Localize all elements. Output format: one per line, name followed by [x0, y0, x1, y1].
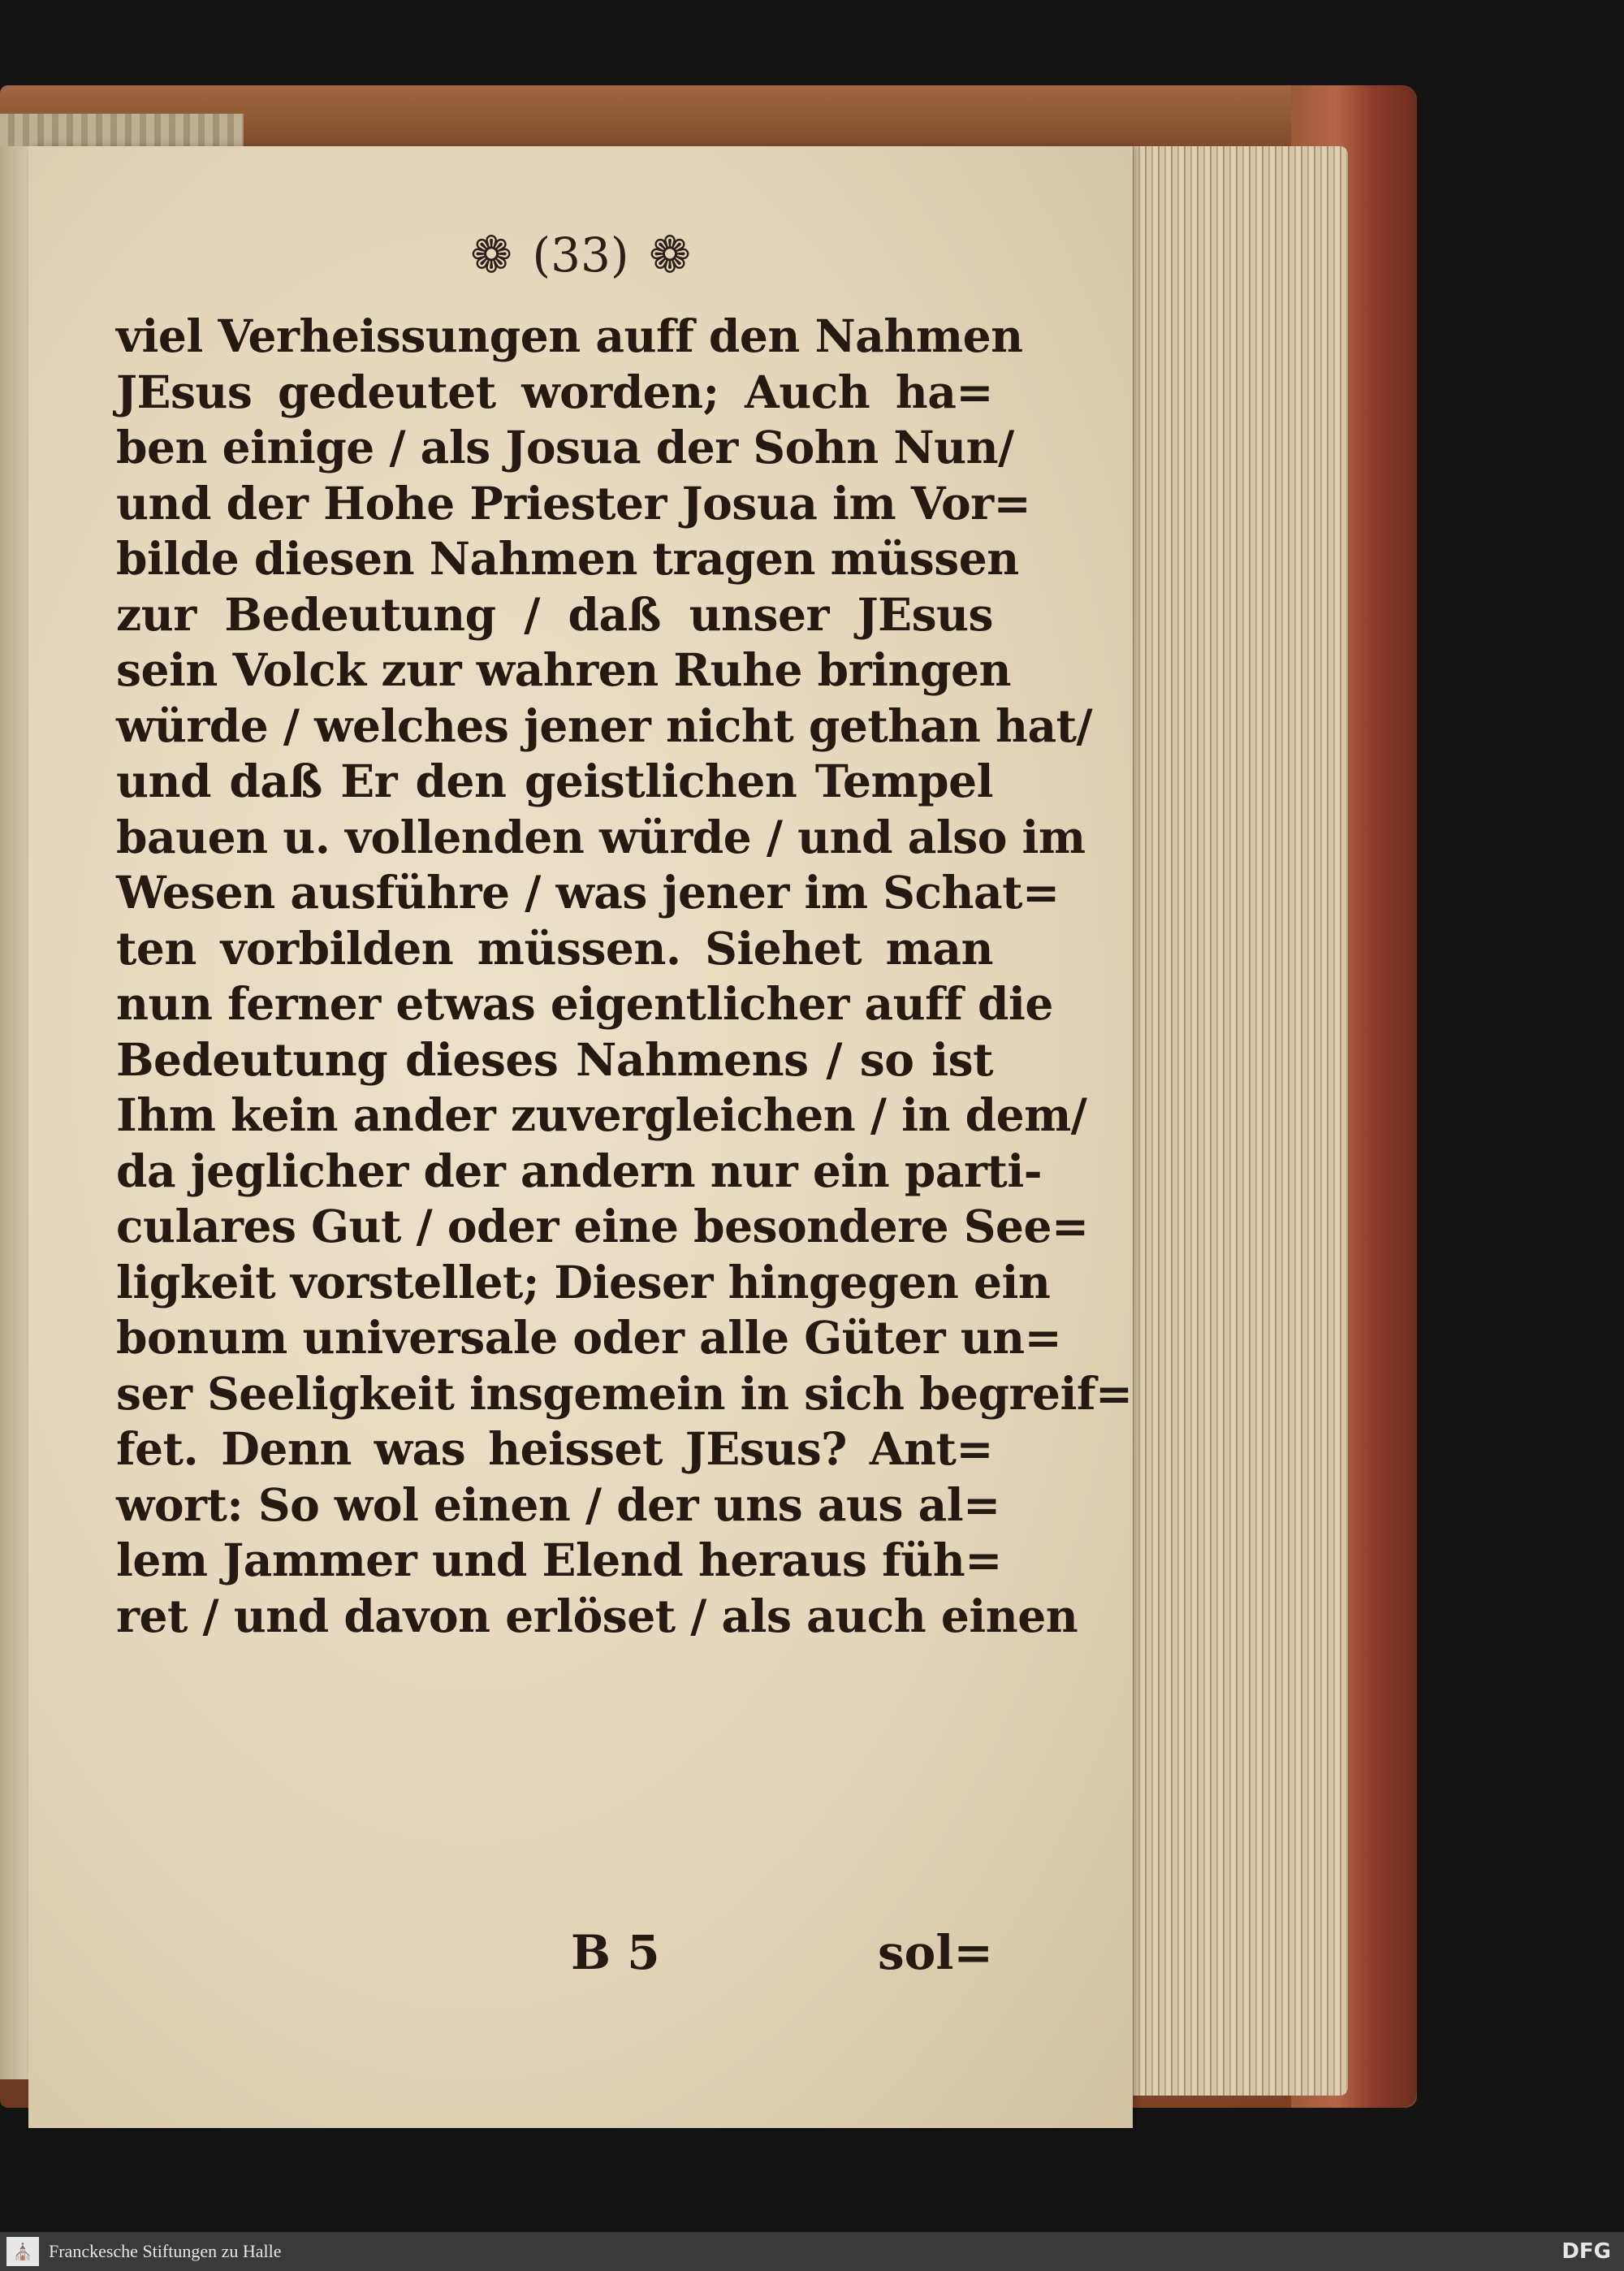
book-page — [28, 146, 1133, 2128]
text-line: ret / und davon erlöset / als auch einen — [116, 1589, 1078, 1642]
text-line: ben einige / als Josua der Sohn Nun/ — [116, 421, 1014, 474]
text-line: da jeglicher der andern nur ein parti- — [116, 1144, 1043, 1197]
institution-name: Franckesche Stiftungen zu Halle — [49, 2241, 282, 2261]
catchword: sol= — [878, 1925, 993, 1980]
text-line: viel Verheissungen auff den Nahmen — [116, 309, 1023, 362]
viewer-footer-bar — [0, 2232, 1624, 2271]
text-line: bauen u. vollenden würde / und also im — [116, 810, 1086, 863]
text-line: Bedeutung dieses Nahmens / so ist — [116, 1032, 993, 1086]
signature-mark: B 5 — [571, 1925, 660, 1980]
text-line: und daß Er den geistlichen Tempel — [116, 755, 993, 807]
page-footer — [116, 1925, 993, 1982]
dfg-logo: DFG — [1561, 2239, 1611, 2264]
text-line: Wesen ausführe / was jener im Schat= — [116, 866, 1060, 919]
page-edges-stack — [1121, 146, 1348, 2096]
text-line: ten vorbilden müssen. Siehet man — [116, 921, 993, 975]
text-line: culares Gut / oder eine besondere See= — [116, 1200, 1089, 1252]
text-line: fet. Denn was heisset JEsus? Ant= — [116, 1422, 993, 1475]
text-line: lem Jammer und Elend heraus füh= — [116, 1533, 1002, 1586]
text-line: und der Hohe Priester Josua im Vor= — [116, 476, 1031, 530]
text-line: zur Bedeutung / daß unser JEsus — [116, 587, 993, 641]
page-number: (33) — [532, 227, 629, 283]
text-line: sein Volck zur wahren Ruhe bringen — [116, 643, 1011, 696]
institution-logo-icon: ⛪ — [6, 2237, 39, 2266]
text-line: Ihm kein ander zuvergleichen / in dem/ — [116, 1088, 1087, 1141]
text-line: JEsus gedeutet worden; Auch ha= — [116, 365, 993, 418]
ornament-right-icon: ❁ — [648, 225, 691, 285]
body-text — [116, 309, 1133, 1644]
text-line: wort: So wol einen / der uns aus al= — [116, 1477, 1000, 1531]
page-header — [28, 223, 1133, 284]
text-line: bilde diesen Nahmen tragen müssen — [116, 532, 1019, 585]
binding-thread — [0, 114, 244, 148]
text-line: ser Seeligkeit insgemein in sich begreif= — [116, 1366, 1133, 1420]
text-line: ligkeit vorstellet; Dieser hingegen ein — [116, 1255, 1051, 1309]
ornament-left-icon: ❁ — [470, 225, 513, 285]
previous-page-edge — [0, 146, 32, 2079]
text-line: würde / welches jener nicht gethan hat/ — [116, 699, 1093, 752]
text-line: nun ferner etwas eigentlicher auff die — [116, 977, 1053, 1030]
text-line: bonum universale oder alle Güter un= — [116, 1311, 1062, 1364]
